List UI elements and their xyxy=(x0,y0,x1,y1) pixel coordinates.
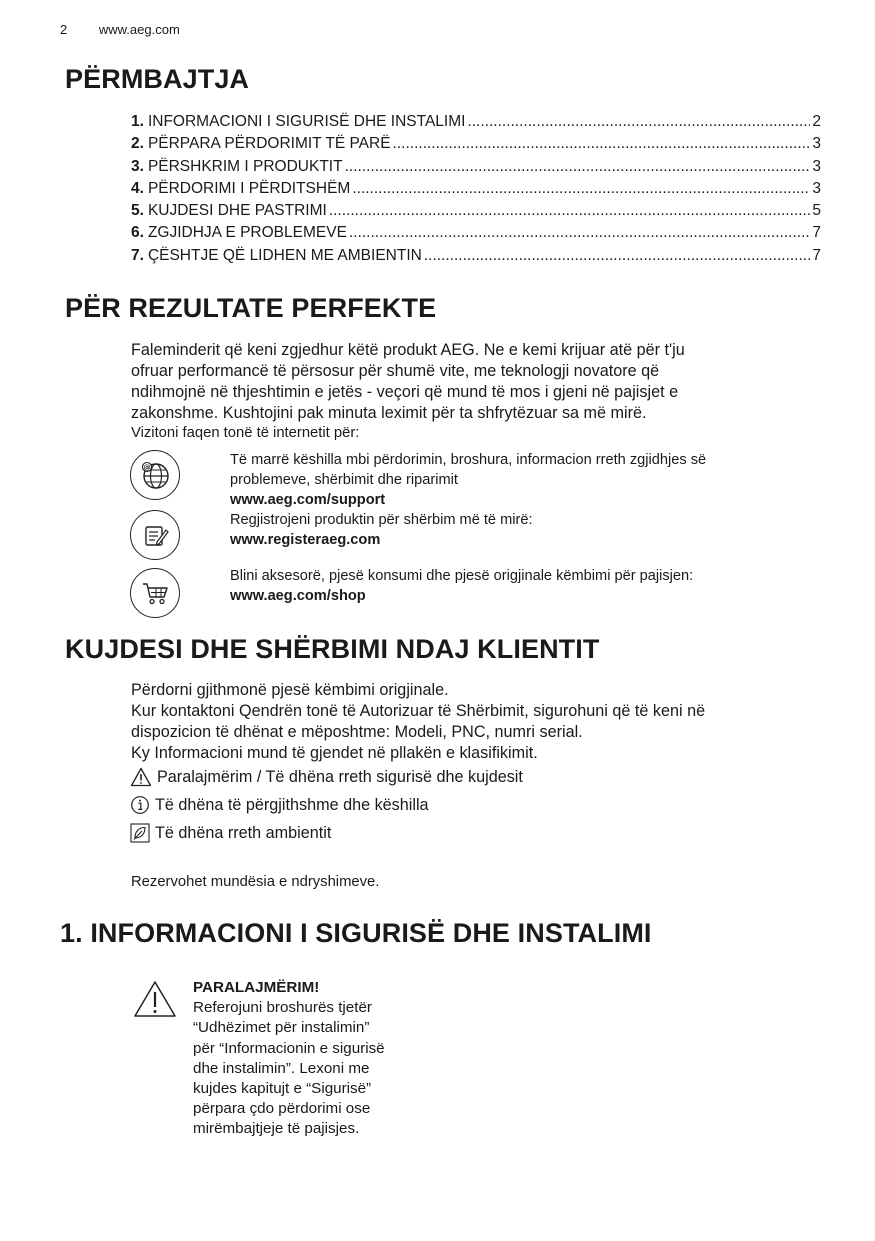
page-header xyxy=(60,22,180,37)
care-title: KUJDESI DHE SHËRBIMI NDAJ KLIENTIT xyxy=(65,634,600,664)
toc-item-number: 6. xyxy=(131,224,144,242)
toc-item-number: 5. xyxy=(131,202,144,220)
header-url[interactable]: www.aeg.com xyxy=(98,22,180,37)
toc-item[interactable] xyxy=(131,202,821,224)
warning-triangle-icon xyxy=(130,767,152,787)
section1-title: 1. INFORMACIONI I SIGURISË DHE INSTALIMI xyxy=(60,918,652,948)
shop-info xyxy=(230,566,790,606)
warning-line: kujdes kapitujt e “Sigurisë” xyxy=(193,1080,372,1098)
intro-line: zakonshme. Kushtojini pak minuta leximit për ta shfrytëzuar sa më mirë. xyxy=(131,404,647,422)
toc-item-number: 1. xyxy=(131,113,144,130)
visit-text: Vizitoni faqen tonë të internetit për: xyxy=(131,425,360,441)
register-link[interactable]: www.registeraeg.com xyxy=(230,532,381,548)
toc-leader xyxy=(467,113,810,131)
warning-line: dhe instalimin”. Lexoni me xyxy=(193,1059,370,1077)
toc-item[interactable] xyxy=(131,180,821,202)
intro-line: Faleminderit që keni zgjedhur këtë produkt AEG. Ne e kemi krijuar atë për t'ju xyxy=(131,341,685,359)
toc-item[interactable] xyxy=(131,247,821,269)
toc-item[interactable] xyxy=(131,158,821,180)
toc-leader xyxy=(329,202,811,220)
svg-text:@: @ xyxy=(143,463,151,472)
warning-line: për “Informacionin e sigurisë xyxy=(193,1039,385,1057)
toc-item-number: 4. xyxy=(131,179,144,197)
perfect-title: PËR REZULTATE PERFEKTE xyxy=(65,293,437,323)
legend-warning-text: Paralajmërim / Të dhëna rreth sigurisë dhe kujdesit xyxy=(157,767,523,786)
care-text xyxy=(131,680,831,764)
toc-item-label: KUJDESI DHE PASTRIMI xyxy=(147,202,327,220)
toc-item-page: 2 xyxy=(812,113,821,130)
toc-leader xyxy=(349,224,810,242)
care-line: Përdorni gjithmonë pjesë këmbimi origjinale. xyxy=(131,681,449,699)
support-line: Të marrë këshilla mbi përdorimin, broshura, informacion rreth zgjidhjes së xyxy=(230,452,707,468)
intro-line: ndihmojnë në thjeshtimin e jetës - veçori që mund të mos i gjeni në pajisjet e xyxy=(131,383,679,401)
shop-link[interactable]: www.aeg.com/shop xyxy=(230,588,366,604)
toc-leader xyxy=(424,247,811,265)
reserved-notice: Rezervohet mundësia e ndryshimeve. xyxy=(131,874,380,890)
toc-item[interactable] xyxy=(131,135,821,157)
toc-item-number: 2. xyxy=(131,135,144,153)
toc-item[interactable] xyxy=(131,224,821,246)
leaf-environment-icon xyxy=(130,823,150,843)
legend-environment-text: Të dhëna rreth ambientit xyxy=(155,823,332,842)
warning-title: PARALAJMËRIM! xyxy=(193,979,320,996)
toc-leader xyxy=(345,158,811,176)
toc-title: PËRMBAJTJA xyxy=(65,64,250,94)
warning-line: Referojuni broshurës tjetër xyxy=(193,999,372,1017)
toc-item-label: PËRPARA PËRDORIMIT TË PARË xyxy=(147,135,391,153)
intro-line: ofruar performancë të përsosur për shumë vite, me teknologji novatore që xyxy=(131,362,660,380)
toc-leader xyxy=(352,180,810,198)
toc-item-number: 7. xyxy=(131,246,144,264)
legend-environment xyxy=(130,823,331,843)
care-line: Kur kontaktoni Qendrën tonë të Autorizuar të Shërbimit, sigurohuni që të keni në xyxy=(131,702,706,720)
care-line: dispozicion të dhënat e mëposhtme: Modeli, PNC, numri serial. xyxy=(131,723,583,741)
toc-item[interactable] xyxy=(131,113,821,135)
warning-line: mirëmbajtjeje të pajisjes. xyxy=(193,1120,360,1138)
warning-line: përpara çdo përdorimi ose xyxy=(193,1100,371,1118)
legend-info xyxy=(130,795,429,815)
legend-info-text: Të dhëna të përgjithshme dhe këshilla xyxy=(155,795,429,814)
table-of-contents xyxy=(131,113,821,269)
legend-warning xyxy=(130,767,523,787)
support-link[interactable]: www.aeg.com/support xyxy=(230,492,386,508)
globe-support-icon xyxy=(130,450,180,500)
warning-triangle-icon xyxy=(133,980,177,1018)
toc-item-page: 3 xyxy=(812,157,821,175)
toc-item-label: PËRSHKRIM I PRODUKTIT xyxy=(147,157,343,175)
toc-item-label: INFORMACIONI I SIGURISË DHE INSTALIMI xyxy=(147,113,466,130)
support-line: problemeve, shërbimit dhe riparimit xyxy=(230,472,458,488)
toc-item-page: 7 xyxy=(812,224,821,242)
warning-box xyxy=(193,978,433,1140)
toc-leader xyxy=(393,135,811,153)
toc-item-page: 3 xyxy=(812,135,821,153)
toc-item-number: 3. xyxy=(131,157,144,175)
care-line: Ky Informacioni mund të gjendet në pllakën e klasifikimit. xyxy=(131,744,538,762)
toc-item-label: ÇËSHTJE QË LIDHEN ME AMBIENTIN xyxy=(147,246,422,264)
perfect-intro xyxy=(131,340,831,424)
shopping-cart-icon xyxy=(130,568,180,618)
toc-item-page: 3 xyxy=(812,179,821,197)
info-circle-icon xyxy=(130,795,150,815)
warning-line: “Udhëzimet për instalimin” xyxy=(193,1019,370,1037)
register-text: Regjistrojeni produktin për shërbim më të mirë: xyxy=(230,512,533,528)
register-notepad-icon xyxy=(130,510,180,560)
toc-item-label: ZGJIDHJA E PROBLEMEVE xyxy=(147,224,347,242)
shop-text: Blini aksesorë, pjesë konsumi dhe pjesë origjinale këmbimi për pajisjen: xyxy=(230,568,694,584)
toc-item-page: 5 xyxy=(812,202,821,220)
toc-item-page: 7 xyxy=(812,246,821,264)
support-info xyxy=(230,450,790,550)
toc-item-label: PËRDORIMI I PËRDITSHËM xyxy=(147,179,351,197)
page-number: 2 xyxy=(60,22,68,37)
